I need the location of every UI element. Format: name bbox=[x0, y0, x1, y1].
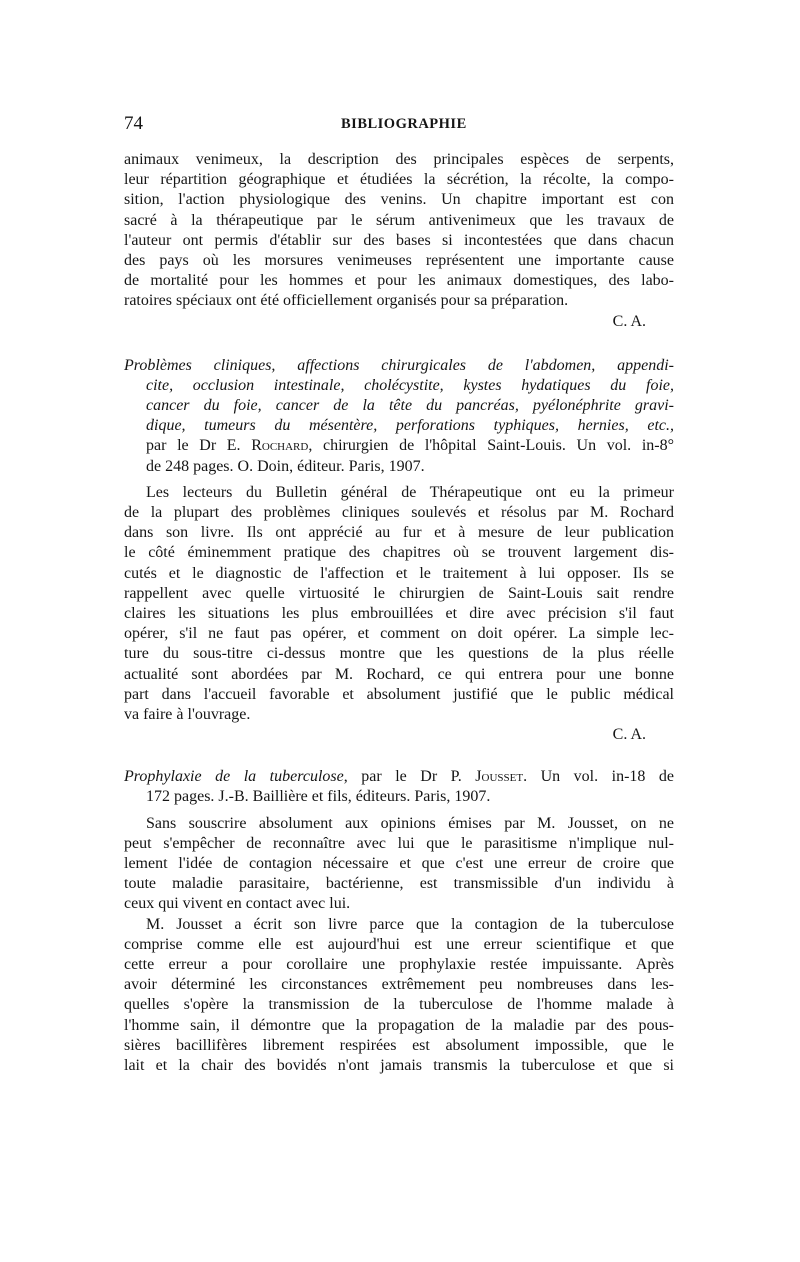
text-line: rappellent avec quelle virtuosité le chirurgien de Saint-Louis sait rendre bbox=[124, 584, 674, 602]
author-name: Rochard bbox=[251, 437, 309, 455]
text-line: sition, l'action physiologique des venins. Un chapitre important est con bbox=[124, 191, 674, 209]
text-line: de la plupart des problèmes cliniques soulevés et résolus par M. Rochard bbox=[124, 504, 674, 521]
text-line: l'homme sain, il démontre que la propagation de la maladie par des pous- bbox=[124, 1016, 674, 1034]
review-publication-line: 172 pages. J.-B. Baillière et fils, éditeurs. Paris, 1907. bbox=[146, 788, 491, 806]
text-line: va faire à l'ouvrage. bbox=[124, 705, 251, 723]
text-line: avoir déterminé les circonstances extrêmement peu nombreuses dans les- bbox=[124, 976, 674, 994]
text-line: ture du sous-titre ci-dessus montre que les questions de la plus réelle bbox=[124, 645, 674, 663]
review-title-line bbox=[124, 767, 674, 787]
text-line: leur répartition géographique et étudiées la sécrétion, la récolte, la compo- bbox=[124, 171, 674, 189]
author-prefix: , par le Dr P. bbox=[343, 768, 476, 786]
text-line: part dans l'accueil favorable et absolument justifié que le public médical bbox=[124, 685, 674, 703]
text-line: quelles s'opère la transmission de la tuberculose de l'homme malade à bbox=[124, 996, 674, 1014]
running-title: BIBLIOGRAPHIE bbox=[341, 116, 467, 132]
author-suffix: , chirurgien de l'hôpital Saint-Louis. Un vol. in-8° bbox=[308, 437, 674, 455]
text-line: de mortalité pour les hommes et pour les animaux domestiques, des labo- bbox=[124, 272, 674, 290]
text-line: des pays où les morsures venimeuses représentent une importante cause bbox=[124, 251, 674, 269]
text-line: claires les situations les plus embrouillées et dire avec précision s'il faut bbox=[124, 604, 674, 622]
text-line: opérer, s'il ne faut pas opérer, et comment on doit opérer. La simple lec- bbox=[124, 625, 674, 643]
text-line: ratoires spéciaux ont été officiellement organisés pour sa préparation. bbox=[124, 292, 569, 310]
text-line: cette erreur a pour corollaire une prophylaxie restée impuissante. Après bbox=[124, 955, 674, 973]
text-line: animaux venimeux, la description des principales espèces de serpents, bbox=[124, 151, 674, 168]
author-suffix: . Un vol. in-18 de bbox=[523, 768, 675, 786]
text-line: M. Jousset a écrit son livre parce que la contagion de la tuberculose bbox=[146, 915, 674, 933]
text-line: l'auteur ont permis d'établir sur des bases si incontestées que dans chacun bbox=[124, 231, 674, 249]
text-line: ceux qui vivent en contact avec lui. bbox=[124, 895, 351, 913]
signature: C. A. bbox=[612, 312, 646, 330]
text-line: sacré à la thérapeutique par le sérum antivenimeux que les travaux de bbox=[124, 211, 674, 229]
text-line: Sans souscrire absolument aux opinions émises par M. Jousset, on ne bbox=[146, 814, 674, 832]
author-name: Jousset bbox=[475, 768, 524, 786]
text-line: lement l'idée de contagion nécessaire et que c'est une erreur de croire que bbox=[124, 855, 674, 872]
text-line: cutés et le diagnostic de l'affection et le traitement à lui opposer. Ils se bbox=[124, 564, 674, 582]
text-line: actualité sont abordées par M. Rochard, ce qui entrera pour une bonne bbox=[124, 665, 674, 683]
text-line: toute maladie parasitaire, bactérienne, est transmissible d'un individu à bbox=[124, 875, 674, 893]
review-publication-line: de 248 pages. O. Doin, éditeur. Paris, 1907. bbox=[146, 457, 425, 475]
review-title-line: cancer du foie, cancer de la tête du pancréas, pyélonéphrite gravi- bbox=[146, 397, 674, 415]
page-header bbox=[124, 113, 674, 139]
text-line: comprise comme elle est aujourd'hui est une erreur scientifique et que bbox=[124, 935, 674, 953]
review-title-line: dique, tumeurs du mésentère, perforations typhiques, hernies, etc., bbox=[146, 417, 674, 435]
review-title-line: cite, occlusion intestinale, cholécystite, kystes hydatiques du foie, bbox=[146, 376, 674, 394]
author-prefix: par le Dr E. bbox=[146, 437, 252, 455]
review-entry bbox=[124, 356, 674, 746]
signature: C. A. bbox=[612, 726, 646, 744]
review-entry bbox=[124, 767, 674, 1076]
page-body bbox=[124, 150, 674, 1076]
text-line: dans son livre. Ils ont apprécié au fur et à mesure de leur publication bbox=[124, 524, 674, 542]
review-title-line: Problèmes cliniques, affections chirurgicales de l'abdomen, appendi- bbox=[124, 356, 674, 374]
text-line: le côté éminemment pratique des chapitres où se trouvent largement dis- bbox=[124, 544, 674, 562]
text-line: Les lecteurs du Bulletin général de Thérapeutique ont eu la primeur bbox=[146, 483, 674, 501]
text-line: sières bacillifères librement respirées est absolument impossible, que le bbox=[124, 1036, 674, 1054]
page-number: 74 bbox=[124, 113, 143, 134]
text-line: peut s'empêcher de reconnaître avec lui que le parasitisme n'implique nul- bbox=[124, 834, 674, 852]
text-line: lait et la chair des bovidés n'ont jamais transmis la tuberculose et que si bbox=[124, 1056, 674, 1074]
review-author-line bbox=[124, 436, 674, 456]
book-title: Prophylaxie de la tuberculose bbox=[124, 768, 344, 786]
continued-paragraph bbox=[124, 150, 674, 332]
